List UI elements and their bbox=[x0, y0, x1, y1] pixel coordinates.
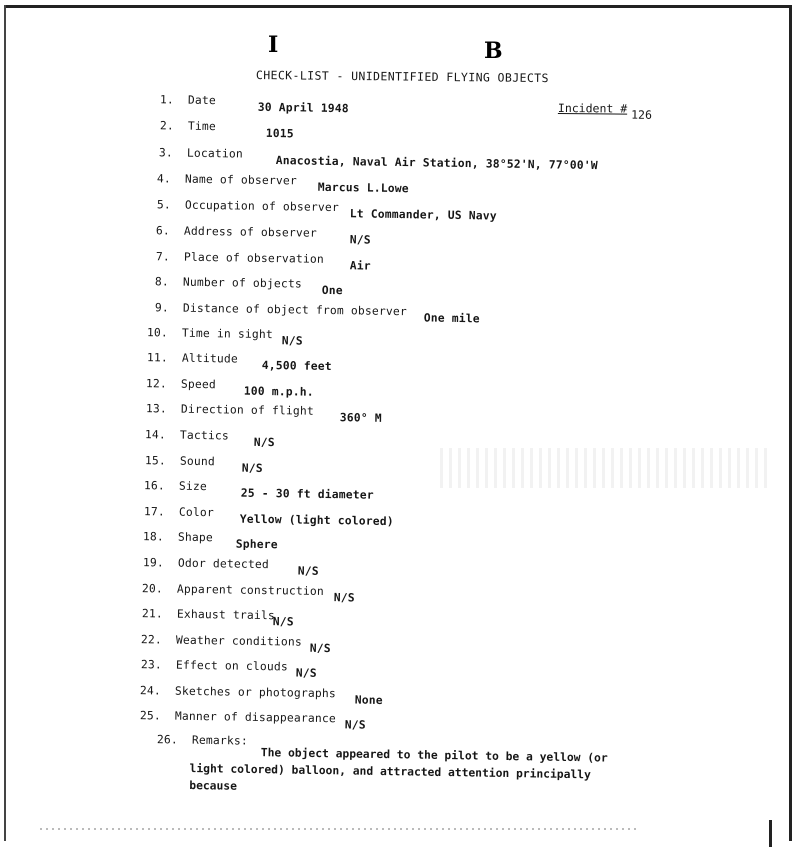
item-value: N/S bbox=[349, 233, 371, 247]
item-label: Occupation of observer bbox=[184, 198, 340, 215]
checklist-item bbox=[137, 505, 394, 529]
page-border bbox=[4, 5, 792, 841]
incident-label: Incident # bbox=[557, 101, 628, 116]
handwritten-mark-2: B bbox=[484, 38, 503, 64]
item-label: Manner of disappearance bbox=[174, 709, 337, 726]
checklist-item bbox=[141, 275, 343, 298]
item-number: 10. bbox=[146, 326, 168, 340]
item-number: 21. bbox=[141, 607, 163, 621]
item-value: 4,500 feet bbox=[261, 358, 332, 374]
item-label: Apparent construction bbox=[176, 582, 325, 598]
item-number: 8. bbox=[154, 275, 169, 289]
item-value: N/S bbox=[344, 718, 366, 732]
item-number: 17. bbox=[143, 505, 165, 519]
item-value: N/S bbox=[297, 564, 319, 578]
item-value: 100 m.p.h. bbox=[243, 384, 314, 399]
item-number: 23. bbox=[140, 658, 162, 672]
item-number: 18. bbox=[142, 530, 164, 544]
item-number: 12. bbox=[145, 377, 167, 391]
item-label: Location bbox=[186, 146, 244, 161]
scan-artifact bbox=[40, 828, 640, 830]
item-label: Name of observer bbox=[184, 172, 298, 188]
item-label: Time bbox=[187, 119, 217, 134]
checklist-item bbox=[134, 633, 331, 656]
checklist-item bbox=[146, 93, 349, 116]
item-label: Time in sight bbox=[181, 326, 274, 342]
item-label: Direction of flight bbox=[180, 402, 315, 418]
checklist-item bbox=[136, 556, 319, 578]
item-label: Place of observation bbox=[183, 250, 325, 266]
item-value: N/S bbox=[295, 666, 317, 680]
item-label: Altitude bbox=[181, 351, 239, 366]
checklist-item bbox=[137, 479, 374, 502]
item-value: One mile bbox=[423, 311, 480, 326]
checklist-item bbox=[139, 377, 314, 399]
item-label: Odor detected bbox=[177, 556, 270, 572]
item-value: N/S bbox=[241, 461, 263, 475]
item-label: Tactics bbox=[179, 428, 230, 443]
item-value: One bbox=[321, 283, 343, 298]
item-number: 4. bbox=[156, 172, 171, 186]
remarks-line-1: The object appeared to the pilot to be a yellow (or bbox=[260, 746, 608, 765]
item-value: 360° M bbox=[339, 411, 382, 425]
item-number: 14. bbox=[144, 428, 166, 442]
item-value: N/S bbox=[333, 591, 355, 605]
item-number: 13. bbox=[145, 402, 167, 416]
item-number: 1. bbox=[159, 93, 174, 107]
item-value: Sphere bbox=[235, 537, 278, 552]
item-value: N/S bbox=[281, 334, 303, 348]
item-number: 26. bbox=[156, 733, 178, 747]
item-number: 20. bbox=[141, 582, 163, 596]
item-number: 25. bbox=[139, 709, 161, 723]
incident-number bbox=[557, 101, 652, 122]
item-number: 3. bbox=[158, 146, 173, 160]
remarks-line-2: light colored) balloon, and attracted attention principally because bbox=[189, 761, 591, 793]
item-number: 5. bbox=[156, 198, 171, 212]
item-number: 2. bbox=[159, 119, 174, 133]
item-label: Date bbox=[187, 93, 217, 108]
scan-smudge bbox=[440, 448, 770, 488]
checklist-item bbox=[139, 402, 382, 425]
document-title: CHECK-LIST - UNIDENTIFIED FLYING OBJECTS bbox=[255, 68, 549, 86]
checklist-item bbox=[140, 326, 303, 348]
checklist-item bbox=[138, 454, 263, 475]
page-border-left bbox=[4, 5, 6, 841]
item-label: Address of observer bbox=[183, 224, 318, 240]
checklist-item bbox=[145, 146, 598, 173]
incident-value: 126 bbox=[631, 107, 652, 122]
item-value: 25 - 30 ft diameter bbox=[240, 486, 374, 502]
item-number: 24. bbox=[139, 684, 161, 698]
item-number: 19. bbox=[142, 556, 164, 570]
item-label: Number of objects bbox=[182, 275, 303, 291]
item-value: N/S bbox=[272, 615, 294, 629]
item-number: 16. bbox=[143, 479, 165, 493]
checklist-item bbox=[138, 428, 275, 450]
item-number: 22. bbox=[140, 633, 162, 647]
item-value: None bbox=[354, 693, 383, 707]
item-value: Yellow (light colored) bbox=[239, 512, 394, 529]
item-label: Sound bbox=[179, 454, 216, 469]
checklist-item bbox=[136, 530, 278, 552]
item-value: Marcus L.Lowe bbox=[317, 180, 409, 196]
checklist-item bbox=[143, 172, 409, 196]
item-number: 11. bbox=[146, 351, 168, 365]
checklist-item bbox=[135, 607, 294, 629]
checklist-item bbox=[146, 119, 294, 141]
item-label: Remarks: bbox=[191, 733, 249, 748]
handwritten-mark-1: I bbox=[268, 32, 279, 58]
remarks-text bbox=[189, 743, 630, 801]
item-label: Speed bbox=[180, 377, 217, 392]
item-number: 15. bbox=[144, 454, 166, 468]
item-number: 6. bbox=[155, 224, 170, 238]
checklist-item bbox=[140, 351, 332, 374]
item-number: 9. bbox=[154, 301, 169, 315]
item-value: Lt Commander, US Navy bbox=[349, 207, 497, 223]
item-label: Exhaust trails bbox=[176, 607, 276, 623]
item-label: Distance of object from observer bbox=[182, 301, 408, 319]
item-label: Sketches or photographs bbox=[174, 684, 337, 701]
item-value: 30 April 1948 bbox=[257, 100, 349, 116]
item-label: Weather conditions bbox=[175, 633, 303, 649]
item-value: 1015 bbox=[265, 126, 294, 141]
item-value: Anacostia, Naval Air Station, 38°52'N, 77°00'W bbox=[275, 154, 598, 173]
item-label: Shape bbox=[177, 530, 214, 545]
item-number: 7. bbox=[155, 250, 170, 264]
item-value: Air bbox=[349, 259, 371, 273]
edge-mark bbox=[769, 820, 772, 847]
checklist-item bbox=[142, 224, 371, 247]
item-label: Effect on clouds bbox=[175, 658, 289, 674]
item-label: Size bbox=[178, 479, 208, 494]
checklist-item bbox=[134, 658, 317, 680]
item-label: Color bbox=[178, 505, 215, 520]
item-value: N/S bbox=[253, 435, 275, 450]
item-value: N/S bbox=[309, 641, 331, 656]
